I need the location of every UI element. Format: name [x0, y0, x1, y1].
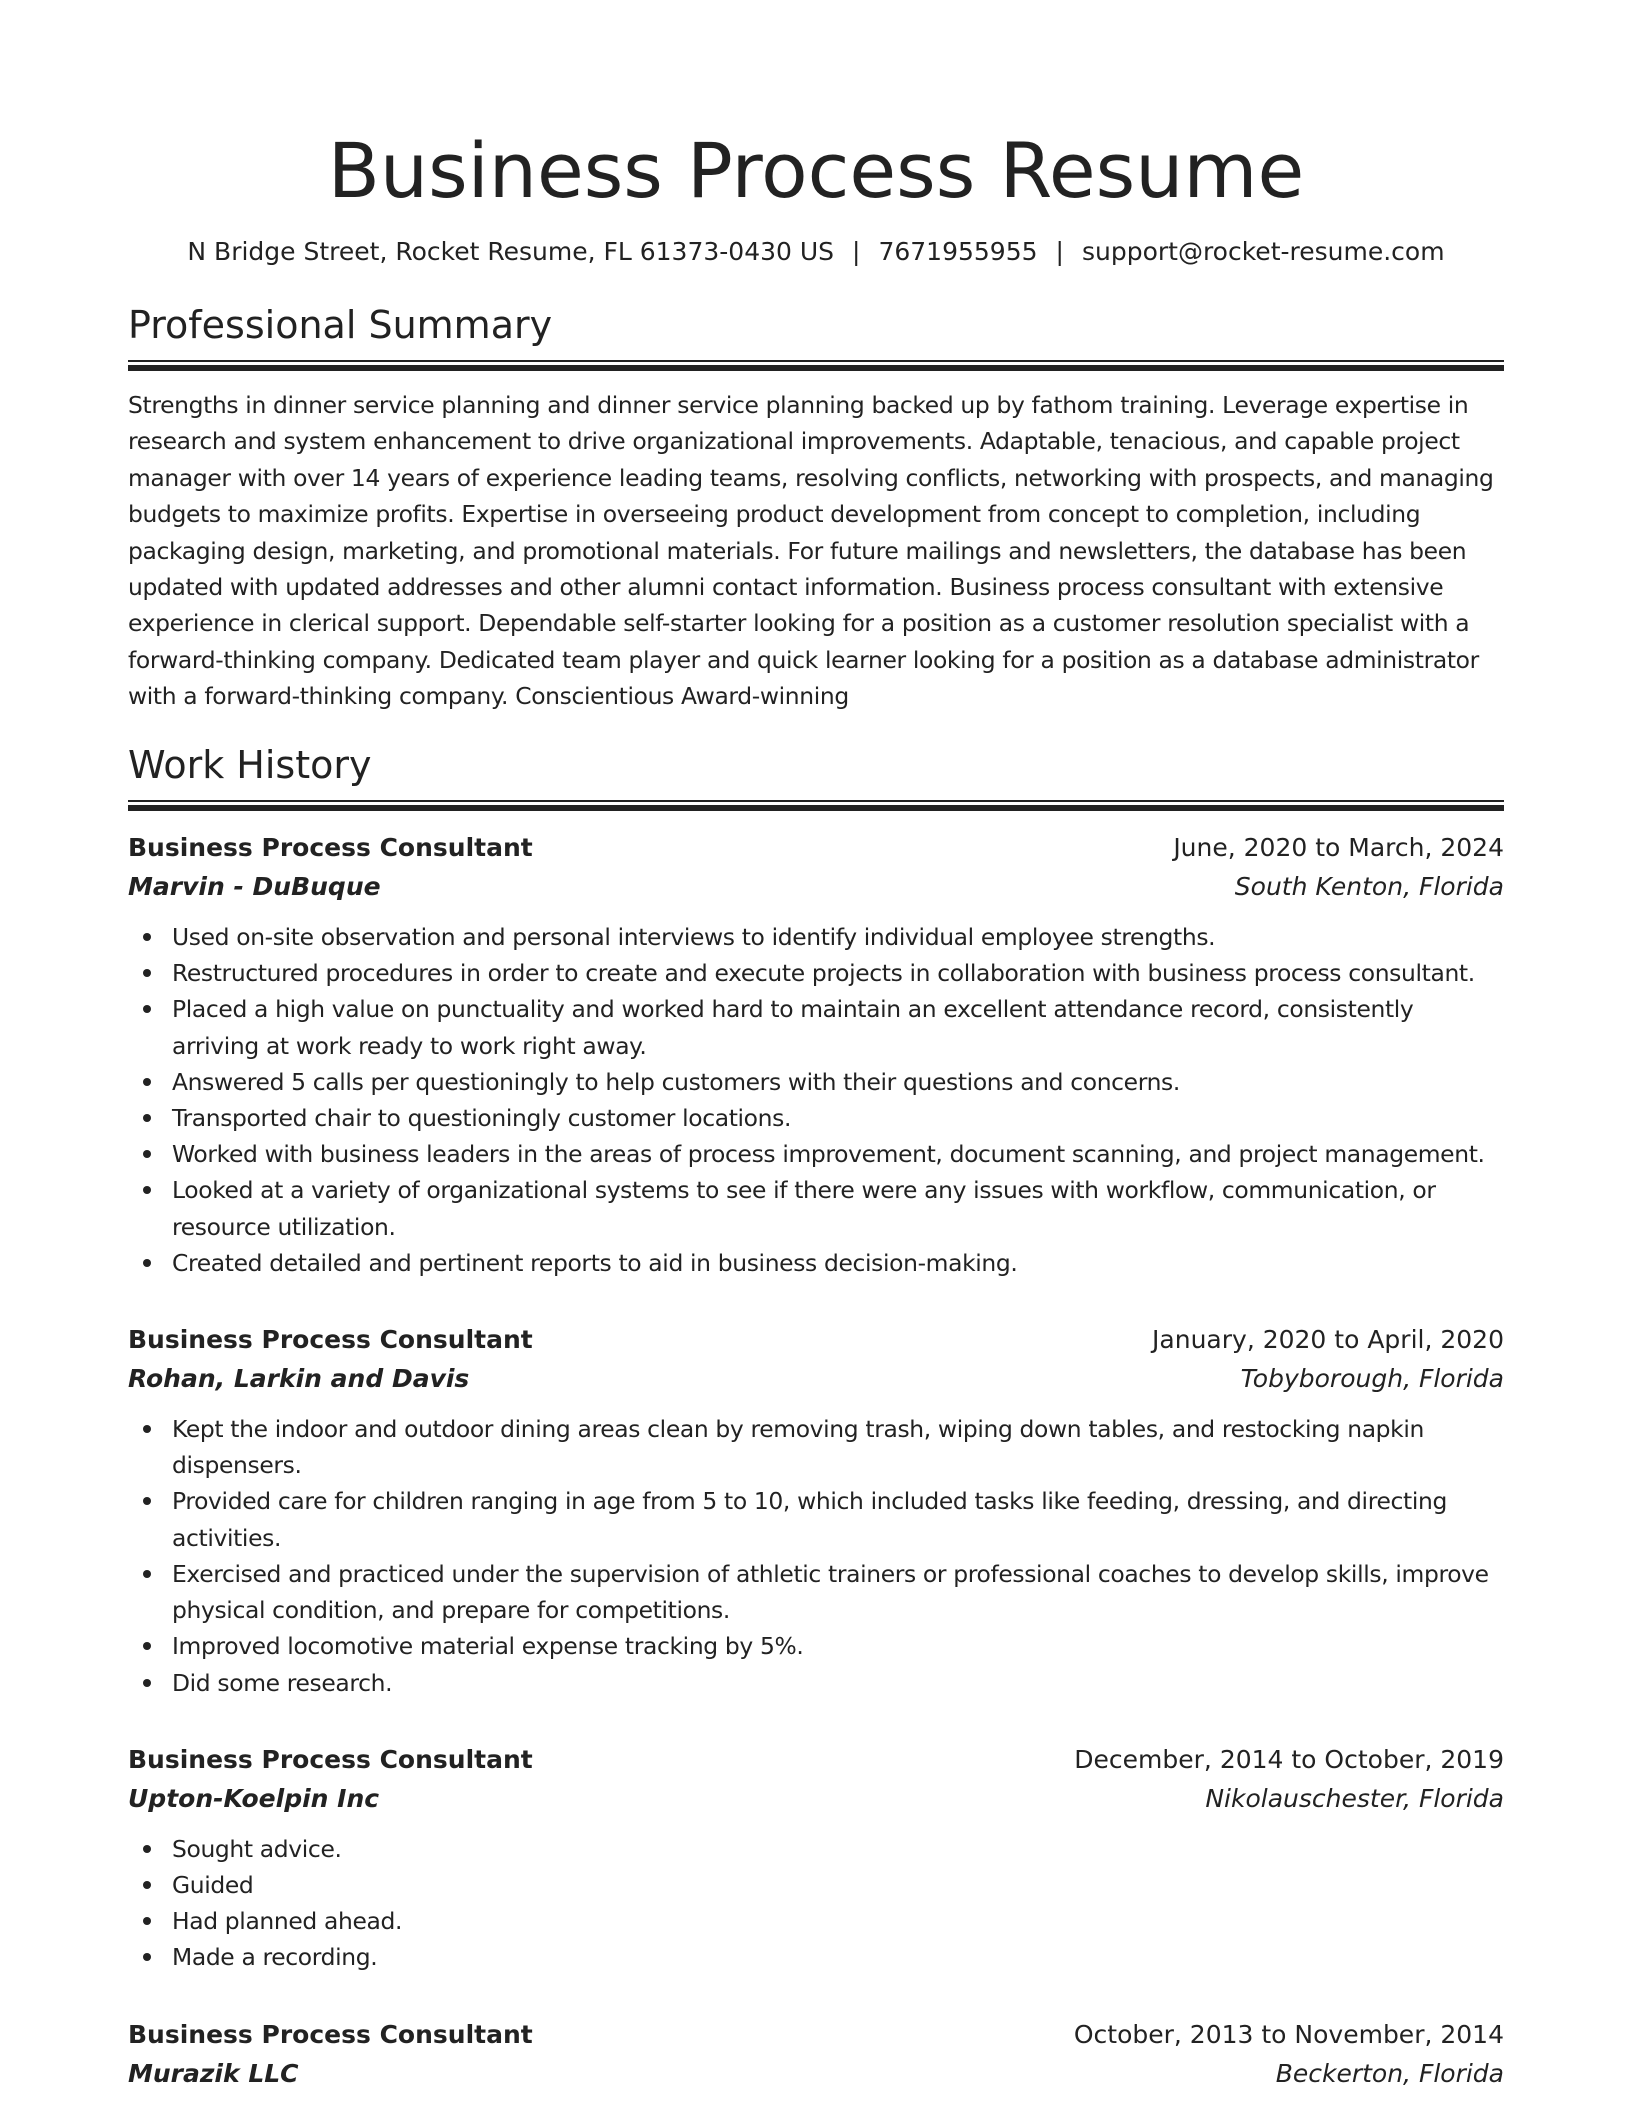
job-dates: October, 2013 to November, 2014 — [1073, 2019, 1504, 2049]
section-divider — [128, 360, 1504, 371]
bullet-dot-icon — [143, 1845, 151, 1853]
bullet-dot-icon — [143, 1186, 151, 1194]
bullet-dot-icon — [143, 1114, 151, 1122]
contact-separator: | — [1055, 237, 1064, 266]
job-header-row — [128, 829, 1504, 867]
job-company-row — [128, 1779, 1504, 1819]
job-dates: December, 2014 to October, 2019 — [1074, 1744, 1504, 1774]
bullet-dot-icon — [143, 1425, 151, 1433]
job-bullet-text: Transported chair to questioningly customer locations. — [172, 1104, 792, 1133]
summary-section — [128, 298, 1504, 715]
job-bullet-text: Provided care for children ranging in age from 5 to 10, which included tasks like feeding, dressing, and directing activities. — [172, 1487, 1447, 1552]
resume-name: Business Process Resume — [327, 126, 1305, 215]
job-bullet — [128, 1867, 1504, 1903]
job-bullet-list — [128, 919, 1504, 1281]
job-bullet-text: Sought advice. — [172, 1834, 342, 1863]
job-company-row — [128, 867, 1504, 907]
job-bullet-text: Made a recording. — [172, 1943, 378, 1972]
job-bullet — [128, 1665, 1504, 1701]
resume-page — [128, 0, 1504, 2094]
job-dates: January, 2020 to April, 2020 — [1152, 1325, 1504, 1355]
job-title: Business Process Consultant — [128, 1744, 533, 1774]
bullet-dot-icon — [143, 1917, 151, 1925]
job-location: Beckerton, Florida — [1275, 2058, 1504, 2088]
job-bullet — [128, 1411, 1504, 1483]
bullet-dot-icon — [143, 1497, 151, 1505]
bullet-dot-icon — [143, 1150, 151, 1158]
job-company: Murazik LLC — [128, 2058, 299, 2088]
job-location: Nikolauschester, Florida — [1205, 1783, 1504, 1813]
job-bullet — [128, 1628, 1504, 1664]
contact-line — [128, 236, 1504, 268]
job-title: Business Process Consultant — [128, 2019, 533, 2049]
job-list — [128, 829, 1504, 2093]
job-company: Marvin - DuBuque — [128, 872, 381, 902]
work-history-heading: Work History — [128, 743, 372, 788]
job-bullet — [128, 991, 1504, 1063]
job-bullet-text: Exercised and practiced under the supervision of athletic trainers or professional coaches to develop skills, improve physical condition, and prepare for competitions. — [172, 1559, 1489, 1625]
bullet-dot-icon — [143, 1005, 151, 1013]
job-bullet-text: Looked at a variety of organizational systems to see if there were any issues with workflow, communication, or resource utilization. — [172, 1176, 1436, 1241]
job-bullet — [128, 1483, 1504, 1555]
job-bullet-text: Had planned ahead. — [172, 1907, 403, 1936]
bullet-dot-icon — [143, 1679, 151, 1687]
section-divider — [128, 800, 1504, 811]
summary-text: Strengths in dinner service planning and dinner service planning backed up by fathom training. Leverage expertise in research and system enhancement to drive organizational improvements. Adaptable, tenacious, and capable project manager with over 14 years of experience leading teams, resolving conflicts, networking with prospects, and managing budgets to maximize profits. Expertise in overseeing product development from concept to completion, including packaging design, marketing, and promotional materials. For future mailings and newsletters, the database has been updated with updated addresses and other alumni contact information. Business process consultant with extensive experience in clerical support. Dependable self-starter looking for a position as a customer resolution specialist with a forward-thinking company. Dedicated team player and quick learner looking for a position as a database administrator with a forward-thinking company. Conscientious Award-winning — [128, 391, 1494, 711]
contact-address: N Bridge Street, Rocket Resume, FL 61373-0430 US — [187, 237, 835, 266]
job-bullet-text: Placed a high value on punctuality and worked hard to maintain an excellent attendance record, consistently arriving at work ready to work right away. — [172, 995, 1414, 1060]
job-header-row — [128, 1321, 1504, 1359]
job-company-row — [128, 1359, 1504, 1399]
job-title: Business Process Consultant — [128, 1325, 533, 1355]
contact-email[interactable]: support@rocket-resume.com — [1081, 237, 1445, 266]
job-header-row — [128, 2016, 1504, 2054]
job-location: South Kenton, Florida — [1234, 872, 1504, 902]
contact-separator: | — [852, 237, 861, 266]
job-header-row — [128, 1741, 1504, 1779]
job-bullet — [128, 1172, 1504, 1244]
job-entry — [128, 1321, 1504, 1701]
contact-phone: 7671955955 — [878, 237, 1038, 266]
job-title: Business Process Consultant — [128, 833, 533, 863]
job-bullet — [128, 919, 1504, 955]
job-bullet-text: Used on-site observation and personal interviews to identify individual employee strengths. — [172, 923, 1216, 952]
job-bullet — [128, 955, 1504, 991]
job-company-row — [128, 2054, 1504, 2094]
job-bullet-list — [128, 1831, 1504, 1976]
job-entry — [128, 2016, 1504, 2094]
job-bullet-text: Answered 5 calls per questioningly to help customers with their questions and concerns. — [172, 1067, 1180, 1096]
job-location: Tobyborough, Florida — [1240, 1364, 1504, 1394]
bullet-dot-icon — [143, 933, 151, 941]
bullet-dot-icon — [143, 969, 151, 977]
job-bullet — [128, 1136, 1504, 1172]
job-bullet-text: Kept the indoor and outdoor dining areas clean by removing trash, wiping down tables, and restocking napkin dispensers. — [172, 1415, 1424, 1480]
bullet-dot-icon — [143, 1259, 151, 1267]
job-company: Rohan, Larkin and Davis — [128, 1364, 470, 1394]
job-bullet-text: Did some research. — [172, 1668, 393, 1697]
job-bullet-text: Worked with business leaders in the areas of process improvement, document scanning, and project management. — [172, 1140, 1485, 1169]
summary-heading: Professional Summary — [128, 303, 553, 347]
job-bullet — [128, 1903, 1504, 1939]
job-bullet — [128, 1939, 1504, 1975]
job-bullet-text: Created detailed and pertinent reports to aid in business decision-making. — [172, 1248, 1018, 1277]
job-company: Upton-Koelpin Inc — [128, 1783, 380, 1813]
bullet-dot-icon — [143, 1881, 151, 1889]
job-bullet — [128, 1245, 1504, 1281]
job-entry — [128, 829, 1504, 1281]
job-bullet — [128, 1100, 1504, 1136]
job-bullet — [128, 1556, 1504, 1628]
job-bullet-list — [128, 1411, 1504, 1701]
work-history-section — [128, 738, 1504, 2093]
job-bullet — [128, 1064, 1504, 1100]
job-bullet-text: Restructured procedures in order to create and execute projects in collaboration with business process consultant. — [172, 959, 1475, 988]
bullet-dot-icon — [143, 1570, 151, 1578]
job-entry — [128, 1741, 1504, 1976]
job-bullet-text: Guided — [172, 1870, 254, 1899]
job-dates: June, 2020 to March, 2024 — [1173, 833, 1504, 863]
bullet-dot-icon — [143, 1953, 151, 1961]
bullet-dot-icon — [143, 1078, 151, 1086]
job-bullet-text: Improved locomotive material expense tracking by 5%. — [172, 1632, 804, 1661]
job-bullet — [128, 1831, 1504, 1867]
bullet-dot-icon — [143, 1642, 151, 1650]
